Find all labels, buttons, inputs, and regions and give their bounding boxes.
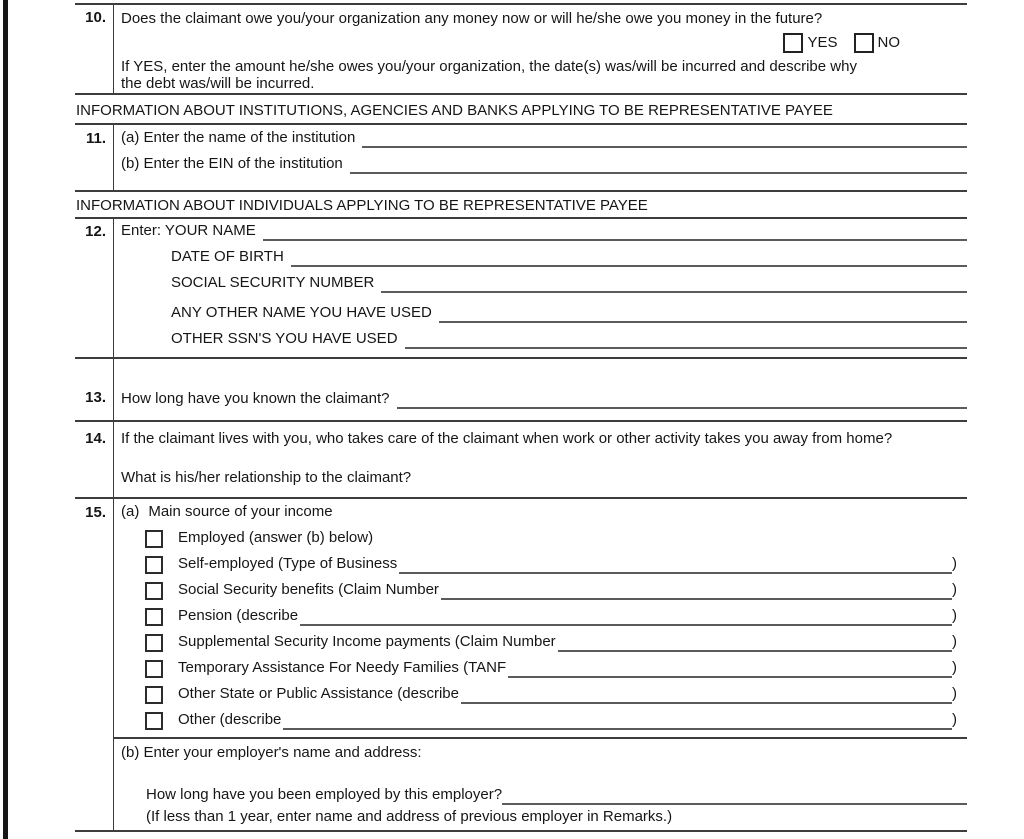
employer-name-heading: (b) Enter your employer's name and address: [121,744,422,761]
income-source-prefix: (a) [121,503,140,520]
relationship-question: What is his/her relationship to the claimant? [121,469,412,486]
option-row-self-employed [121,553,967,579]
income-source-heading [121,503,967,521]
income-source-options [121,527,967,735]
page-edge-bar [3,0,8,839]
option-row-other [121,709,967,735]
ssi-checkbox[interactable] [145,634,163,652]
business-type-field[interactable] [399,553,952,574]
tanf-label: Temporary Assistance For Needy Families (TANF [178,659,507,676]
date-of-birth-field[interactable] [291,247,967,267]
yes-label: YES [807,34,838,51]
caretaker-question: If the claimant lives with you, who takes care of the claimant when work or other activity takes you away from home? [121,430,893,447]
your-name-field[interactable] [263,221,967,241]
paren-close: ) [952,607,957,624]
other-label: Other (describe [178,711,282,728]
tanf-checkbox[interactable] [145,660,163,678]
item-14-row [75,420,967,497]
item-11-row [75,123,967,190]
other-assistance-describe-field[interactable] [461,683,952,704]
paren-close: ) [952,555,957,572]
item-13-number: 13. [85,389,106,406]
employment-duration-field[interactable] [502,785,967,805]
form-body [75,3,967,832]
other-assistance-checkbox[interactable] [145,686,163,704]
institution-name-label: (a) Enter the name of the institution [121,129,356,146]
ssn-label: SOCIAL SECURITY NUMBER [171,274,375,291]
item-13-row [75,357,967,420]
item-12-number: 12. [85,223,106,240]
paren-close: ) [952,633,957,650]
item-10-question: Does the claimant owe you/your organization any money now or will he/she owe you money in the future? [121,10,823,27]
self-employed-label: Self-employed (Type of Business [178,555,398,572]
section-header-individuals: INFORMATION ABOUT INDIVIDUALS APPLYING TO BE REPRESENTATIVE PAYEE [75,190,967,217]
if-yes-line-2: the debt was/will be incurred. [121,74,315,92]
known-claimant-field[interactable] [397,389,968,409]
other-checkbox[interactable] [145,712,163,730]
option-row-other-assistance [121,683,967,709]
institution-ein-label: (b) Enter the EIN of the institution [121,155,343,172]
item-10-number: 10. [85,9,106,26]
item-14-number: 14. [85,430,106,447]
option-row-social-security [121,579,967,605]
paren-close: ) [952,659,957,676]
option-row-employed [121,527,967,553]
paren-close: ) [952,685,957,702]
social-security-checkbox[interactable] [145,582,163,600]
self-employed-checkbox[interactable] [145,556,163,574]
option-row-pension [121,605,967,631]
if-yes-line-1: If YES, enter the amount he/she owes you/your organization, the date(s) was/will be incurred and describe why [121,58,857,75]
paren-close: ) [952,581,957,598]
other-name-field[interactable] [439,303,967,323]
date-of-birth-label: DATE OF BIRTH [171,248,284,265]
ssi-label: Supplemental Security Income payments (Claim Number [178,633,556,650]
item-10-yesno-group [121,32,967,53]
institution-ein-field[interactable] [350,154,967,174]
no-checkbox[interactable] [854,33,874,53]
your-name-label: Enter: YOUR NAME [121,222,256,239]
other-name-label: ANY OTHER NAME YOU HAVE USED [171,304,432,321]
other-assistance-label: Other State or Public Assistance (describe [178,685,459,702]
other-describe-field[interactable] [283,709,952,730]
ssn-field[interactable] [381,273,967,293]
item-15-row [75,497,967,832]
pension-checkbox[interactable] [145,608,163,626]
employment-duration-label: How long have you been employed by this employer? [146,786,503,803]
item-12-row [75,217,967,357]
other-ssn-field[interactable] [405,329,967,349]
employed-checkbox[interactable] [145,530,163,548]
ssi-claim-number-field[interactable] [558,631,952,652]
item-15-number: 15. [85,504,106,521]
ss-claim-number-field[interactable] [441,579,952,600]
option-row-ssi [121,631,967,657]
item-10-row [75,3,967,93]
other-ssn-label: OTHER SSN'S YOU HAVE USED [171,330,398,347]
item-11-number: 11. [85,130,106,147]
pension-describe-field[interactable] [300,605,952,626]
known-claimant-label: How long have you known the claimant? [121,390,390,407]
option-row-tanf [121,657,967,683]
employer-subsection [114,737,967,830]
section-header-institutions: INFORMATION ABOUT INSTITUTIONS, AGENCIES AND BANKS APPLYING TO BE REPRESENTATIVE PAYEE [75,93,967,123]
previous-employer-note: (If less than 1 year, enter name and address of previous employer in Remarks.) [146,808,673,825]
tanf-field[interactable] [508,657,952,678]
pension-label: Pension (describe [178,607,299,624]
yes-checkbox[interactable] [783,33,803,53]
no-label: NO [877,34,900,51]
income-source-title: Main source of your income [148,503,333,520]
paren-close: ) [952,711,957,728]
item-10-if-yes-instructions [121,59,967,92]
social-security-label: Social Security benefits (Claim Number [178,581,439,598]
institution-name-field[interactable] [362,128,967,148]
employed-label: Employed (answer (b) below) [178,529,374,546]
